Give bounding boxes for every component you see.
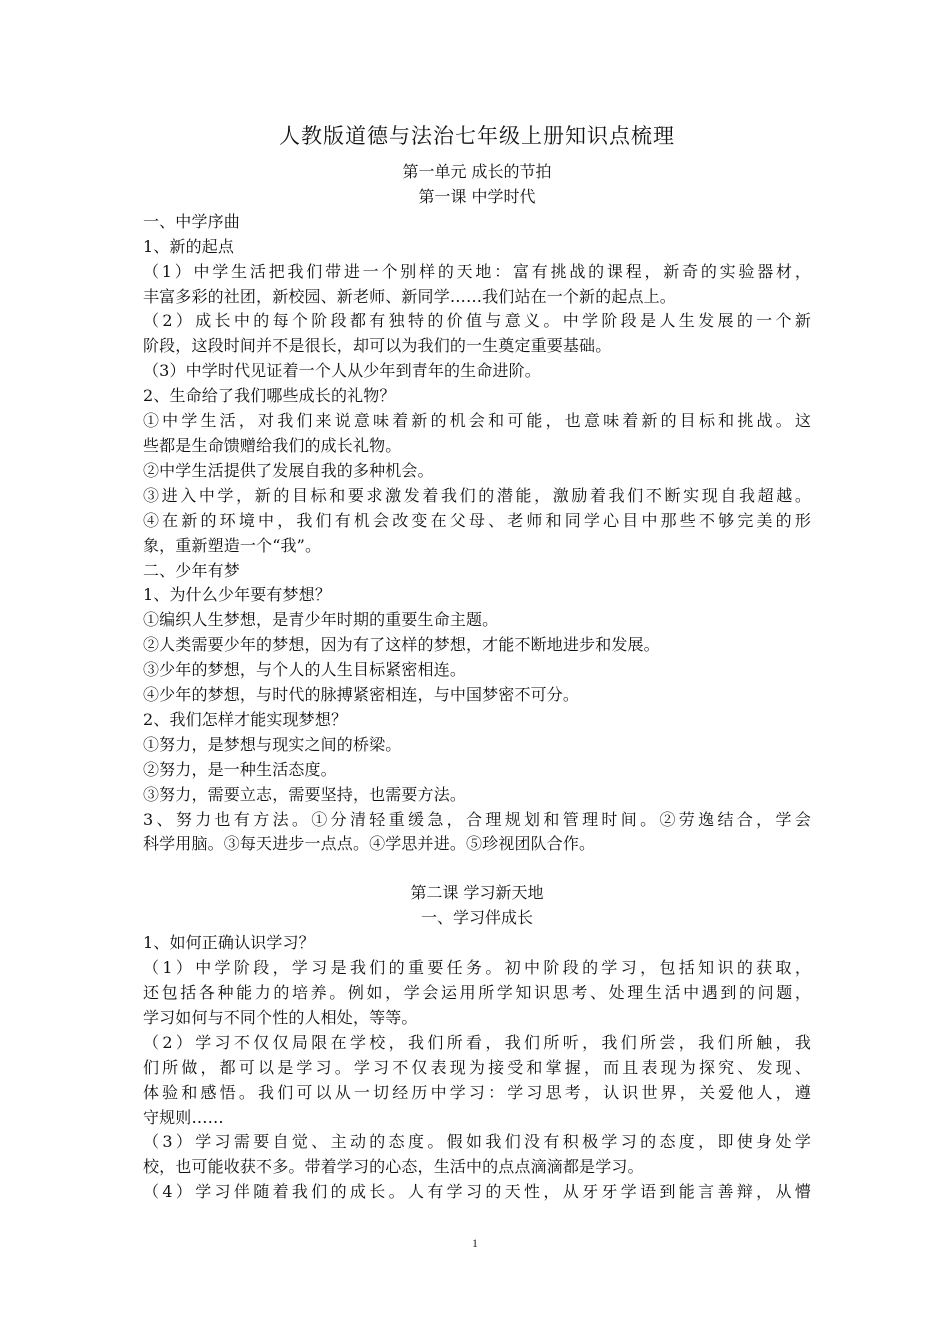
- lesson1-content: [143, 210, 811, 858]
- text-line: 还包括各种能力的培养。例如，学会运用所学知识思考、处理生活中遇到的问题，: [143, 983, 811, 1002]
- lesson2-content: [143, 931, 811, 1205]
- text-line: （3）中学时代见证着一个人从少年到青年的生命进阶。: [143, 361, 541, 381]
- text-line: （1）中学生活把我们带进一个别样的天地：富有挑战的课程，新奇的实验器材，: [143, 261, 811, 281]
- text-line: ③进入中学，新的目标和要求激发着我们的潜能，激励着我们不断实现自我超越。: [143, 485, 811, 505]
- text-line: （4）学习伴随着我们的成长。人有学习的天性，从牙牙学语到能言善辩，从懵: [143, 1182, 811, 1202]
- text-line: 1、新的起点: [143, 236, 235, 256]
- text-line: 一、中学序曲: [143, 211, 240, 231]
- text-line: 阶段，这段时间并不是很长，却可以为我们的一生奠定重要基础。: [143, 336, 612, 356]
- text-line: 1、为什么少年要有梦想？: [143, 585, 331, 605]
- section-gap: [143, 857, 811, 881]
- text-line: ①努力，是梦想与现实之间的桥梁。: [143, 734, 402, 754]
- text-line: 体验和感悟。我们可以从一切经历中学习：学习思考，认识世界，关爱他人，遵: [143, 1082, 811, 1102]
- text-line: 2、我们怎样才能实现梦想？: [143, 709, 348, 729]
- text-line: （1）中学阶段，学习是我们的重要任务。初中阶段的学习，包括知识的获取，: [143, 958, 811, 978]
- section-heading: 一、学习伴成长: [420, 908, 533, 928]
- text-line: 象，重新塑造一个“我”。: [143, 535, 322, 555]
- text-line: 1、如何正确认识学习？: [143, 933, 315, 953]
- text-line: 丰富多彩的社团，新校园、新老师、新同学……我们站在一个新的起点上。: [143, 286, 676, 306]
- text-line: （2）成长中的每个阶段都有独特的价值与意义。中学阶段是人生发展的一个新: [143, 311, 811, 331]
- text-line: 二、少年有梦: [143, 560, 240, 580]
- text-line: ①编织人生梦想，是青少年时期的重要生命主题。: [143, 610, 499, 630]
- text-line: 些都是生命馈赠给我们的成长礼物。: [143, 435, 402, 455]
- document-title: 人教版道德与法治七年级上册知识点梳理: [279, 124, 675, 148]
- text-line: ②人类需要少年的梦想，因为有了这样的梦想，才能不断地进步和发展。: [143, 635, 660, 655]
- unit-heading: 第一单元 成长的节拍: [402, 162, 552, 181]
- text-line: （2）学习不仅仅局限在学校，我们所看，我们所听，我们所尝，我们所触，我: [143, 1032, 811, 1052]
- lesson-heading: 第二课 学习新天地: [410, 883, 544, 903]
- text-line: ①中学生活，对我们来说意味着新的机会和可能，也意味着新的目标和挑战。这: [143, 411, 811, 431]
- text-line: 学习如何与不同个性的人相处，等等。: [143, 1007, 418, 1027]
- text-line: 守规则……: [143, 1107, 224, 1127]
- lesson-heading: 第一课 中学时代: [418, 186, 536, 206]
- text-line: ③少年的梦想，与个人的人生目标紧密相连。: [143, 660, 467, 680]
- text-line: 校，也可能收获不多。带着学习的心态，生活中的点点滴滴都是学习。: [143, 1157, 644, 1177]
- page-number: 1: [472, 1236, 478, 1250]
- text-line: （3）学习需要自觉、主动的态度。假如我们没有积极学习的态度，即使身处学: [143, 1132, 811, 1152]
- text-line: ④少年的梦想，与时代的脉搏紧密相连，与中国梦密不可分。: [143, 685, 580, 705]
- text-line: 科学用脑。③每天进步一点点。④学思并进。⑤珍视团队合作。: [143, 834, 596, 854]
- text-line: 2、生命给了我们哪些成长的礼物？: [143, 386, 396, 406]
- document-page: [143, 118, 811, 1205]
- text-line: 们所做，都可以是学习。学习不仅表现为接受和掌握，而且表现为探究、发现、: [143, 1057, 811, 1077]
- text-line: ②中学生活提供了发展自我的多种机会。: [143, 460, 434, 480]
- text-line: 3、努力也有方法。①分清轻重缓急，合理规划和管理时间。②劳逸结合，学会: [143, 809, 811, 829]
- text-line: ②努力，是一种生活态度。: [143, 759, 337, 779]
- text-line: ④在新的环境中，我们有机会改变在父母、老师和同学心目中那些不够完美的形: [143, 510, 811, 530]
- text-line: ③努力，需要立志，需要坚持，也需要方法。: [143, 784, 467, 804]
